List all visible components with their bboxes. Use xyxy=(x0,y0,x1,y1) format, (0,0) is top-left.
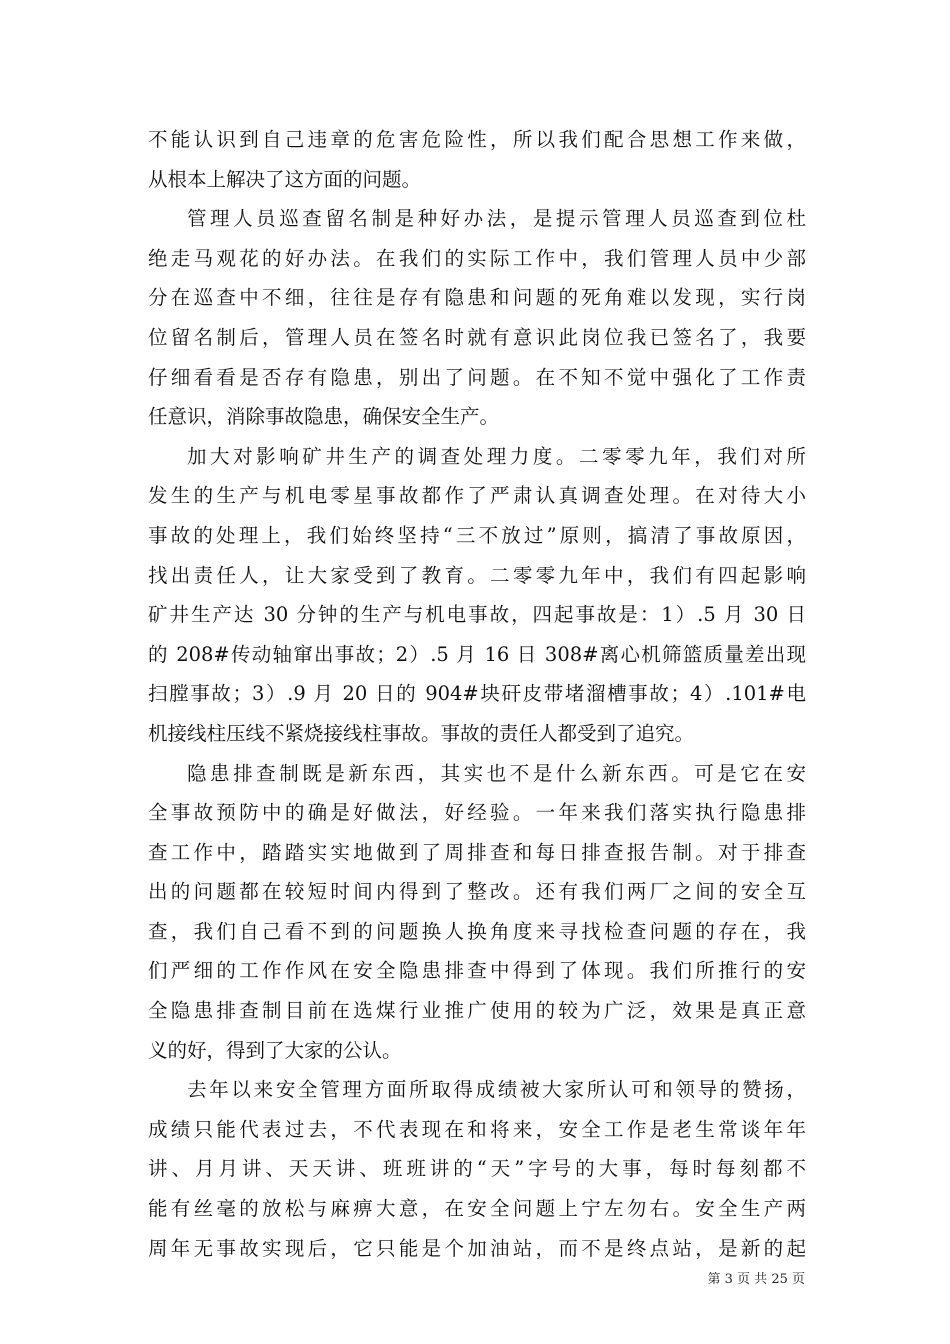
text-line: 不能认识到自己违章的危害危险性，所以我们配合思想工作来做， xyxy=(148,128,806,151)
text-line: 能有丝毫的放松与麻痹大意，在安全问题上宁左勿右。安全生产两 xyxy=(148,1197,806,1221)
text-line: 扫膛事故；3）.9 月 20 日的 904#块矸皮带堵溜槽事故；4）.101#电 xyxy=(148,682,806,706)
text-line: 成绩只能代表过去，不代表现在和将来，安全工作是老生常谈年年 xyxy=(148,1117,806,1141)
text-line: 出的问题都在较短时间内得到了整改。还有我们两厂之间的安全互 xyxy=(148,880,806,904)
text-line: 全隐患排查制目前在选煤行业推广使用的较为广泛，效果是真正意 xyxy=(148,999,806,1023)
text-line: 们严细的工作作风在安全隐患排查中得到了体现。我们所推行的安 xyxy=(148,959,806,983)
text-line: 从根本上解决了这方面的问题。 xyxy=(148,167,422,191)
text-line: 周年无事故实现后，它只能是个加油站，而不是终点站，是新的起 xyxy=(148,1236,806,1260)
text-line: 义的好，得到了大家的公认。 xyxy=(148,1038,402,1062)
text-line: 仔细看看是否存有隐患，别出了问题。在不知不觉中强化了工作责 xyxy=(148,365,806,389)
text-line: 管理人员巡查留名制是种好办法，是提示管理人员巡查到位杜 xyxy=(187,207,806,231)
text-line: 全事故预防中的确是好做法，好经验。一年来我们落实执行隐患排 xyxy=(148,801,806,825)
text-line: 的 208#传动轴窜出事故；2）.5 月 16 日 308#离心机筛篮质量差出现 xyxy=(148,642,806,666)
page-number: 第 3 页 共 25 页 xyxy=(707,1272,805,1287)
text-line: 查工作中，踏踏实实地做到了周排查和每日排查报告制。对于排查 xyxy=(148,840,806,864)
text-line: 隐患排查制既是新东西，其实也不是什么新东西。可是它在安 xyxy=(187,761,806,785)
text-line: 找出责任人，让大家受到了教育。二零零九年中，我们有四起影响 xyxy=(148,563,806,587)
text-line: 矿井生产达 30 分钟的生产与机电事故，四起事故是：1）.5 月 30 日 xyxy=(148,603,806,627)
text-line: 机接线柱压线不紧烧接线柱事故。事故的责任人都受到了追究。 xyxy=(148,721,695,745)
text-line: 加大对影响矿井生产的调查处理力度。二零零九年，我们对所 xyxy=(187,444,806,468)
document-body xyxy=(148,120,806,1268)
text-line: 发生的生产与机电零星事故都作了严肃认真调查处理。在对待大小 xyxy=(148,484,806,508)
text-line: 绝走马观花的好办法。在我们的实际工作中，我们管理人员中少部 xyxy=(148,246,806,270)
text-line: 任意识，消除事故隐患，确保安全生产。 xyxy=(148,405,500,429)
text-line: 讲、月月讲、天天讲、班班讲的“天”字号的大事，每时每刻都不 xyxy=(148,1157,806,1181)
text-line: 分在巡查中不细，往往是存有隐患和问题的死角难以发现，实行岗 xyxy=(148,286,806,310)
text-line: 查，我们自己看不到的问题换人换角度来寻找检查问题的存在，我 xyxy=(148,919,806,943)
text-line: 位留名制后，管理人员在签名时就有意识此岗位我已签名了，我要 xyxy=(148,325,806,349)
text-line: 事故的处理上，我们始终坚持“三不放过”原则，搞清了事故原因， xyxy=(148,523,806,547)
text-line: 去年以来安全管理方面所取得成绩被大家所认可和领导的赞扬， xyxy=(187,1078,806,1102)
